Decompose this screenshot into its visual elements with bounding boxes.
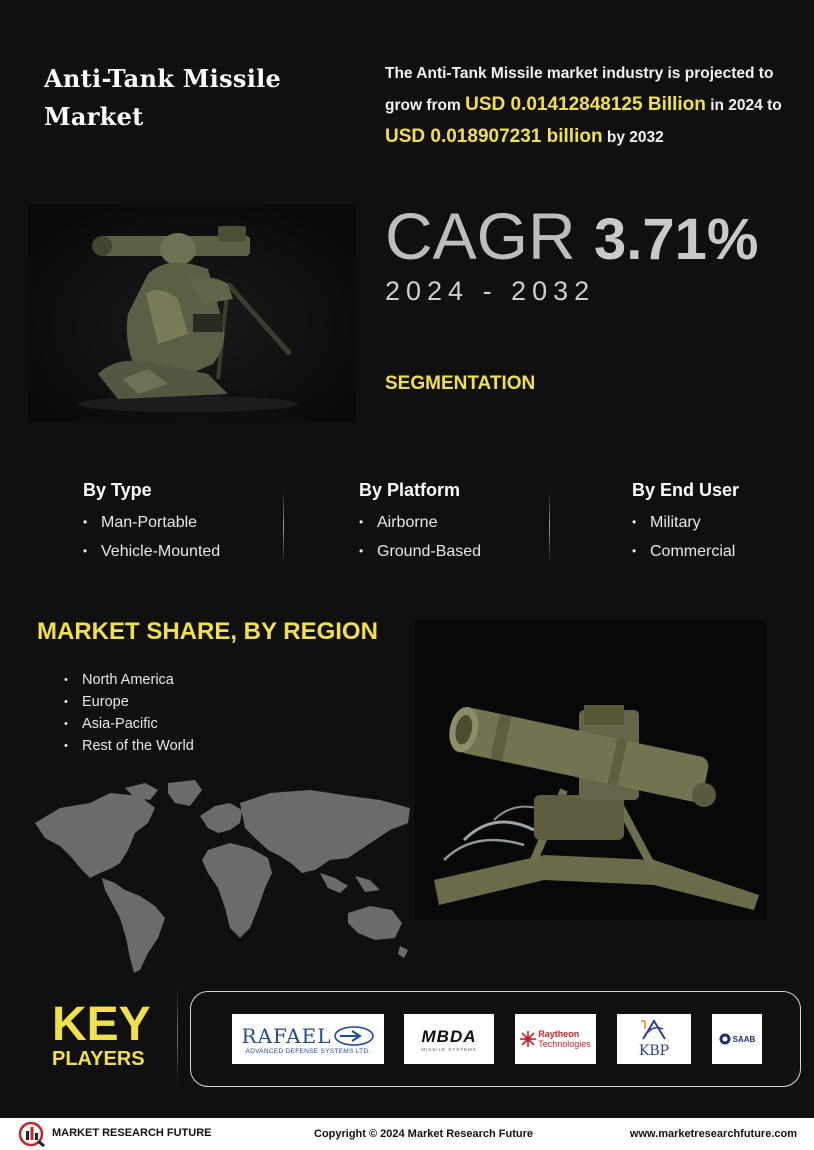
raytheon-logo [515, 1014, 596, 1064]
mrf-logo-icon [18, 1121, 46, 1147]
kbp-logo [617, 1014, 691, 1064]
projection-text-part3: by 2032 [602, 129, 664, 146]
segment-heading: By End User [632, 480, 740, 500]
page-title: Anti-Tank Missile Market [44, 64, 282, 131]
region-item: • Rest of the World [64, 735, 194, 757]
footer [0, 1118, 814, 1150]
raytheon-name: Raytheon [538, 1029, 580, 1039]
missile-launcher-image [414, 620, 766, 920]
footer-copyright: Copyright © 2024 Market Research Future [314, 1128, 534, 1140]
cagr-years: 2024 - 2032 [385, 276, 596, 306]
region-title: MARKET SHARE, BY REGION [37, 618, 378, 645]
segment-item: • Airborne [359, 508, 559, 537]
projection-text-part1: The Anti-Tank Missile market industry is projected to grow from [385, 65, 774, 114]
world-map-icon [30, 778, 420, 978]
mbda-name: MBDA [421, 1026, 477, 1046]
players-label: PLAYERS [52, 1048, 145, 1070]
raytheon-subtitle: Technologies [538, 1039, 591, 1049]
segment-heading: By Platform [359, 480, 461, 500]
segment-item: • Vehicle-Mounted [83, 537, 283, 566]
saab-logo [712, 1014, 762, 1064]
rafael-arrow-icon [334, 1026, 374, 1046]
region-list [64, 669, 194, 757]
cagr-value: 3.71% [594, 207, 759, 272]
key-players-divider [177, 985, 178, 1085]
projection-text-part2: in 2024 to [705, 97, 782, 114]
segment-by-type [83, 478, 283, 566]
saab-griffin-icon [719, 1033, 731, 1045]
footer-website-link[interactable]: www.marketresearchfuture.com [629, 1128, 797, 1140]
soldier-with-missile-image [28, 204, 356, 422]
saab-name: SAAB [732, 1034, 756, 1044]
region-item: • North America [64, 669, 194, 691]
segment-divider [283, 490, 284, 564]
kbp-emblem-icon [639, 1019, 669, 1043]
segment-divider [549, 490, 550, 564]
rafael-name: RAFAEL [241, 1023, 332, 1048]
footer-brand: MARKET RESEARCH FUTURE [52, 1127, 212, 1139]
svg-text:· · · · ·: · · · · · [534, 733, 561, 748]
value-2024: USD 0.01412848125 Billion [465, 94, 706, 115]
region-item: • Europe [64, 691, 194, 713]
cagr-label: CAGR [385, 199, 576, 273]
region-item: • Asia-Pacific [64, 713, 194, 735]
raytheon-burst-icon [520, 1031, 536, 1047]
segment-heading: By Type [83, 480, 152, 500]
value-2032: USD 0.018907231 billion [385, 126, 603, 147]
rafael-logo [232, 1014, 384, 1064]
mbda-logo [404, 1014, 494, 1064]
mbda-subtitle: MISSILE SYSTEMS [421, 1046, 477, 1052]
segment-item: • Military [632, 508, 814, 537]
segment-by-end-user [632, 478, 814, 566]
rafael-subtitle: ADVANCED DEFENSE SYSTEMS LTD. [245, 1047, 371, 1055]
segment-item: • Man-Portable [83, 508, 283, 537]
kbp-name: KBP [638, 1043, 670, 1059]
segment-by-platform [359, 478, 559, 566]
segmentation-label: SEGMENTATION [385, 373, 536, 394]
cagr-block [385, 198, 759, 278]
key-title: KEY [52, 998, 151, 1051]
segment-item: • Commercial [632, 537, 814, 566]
segment-item: • Ground-Based [359, 537, 559, 566]
market-projection-text [385, 58, 795, 153]
